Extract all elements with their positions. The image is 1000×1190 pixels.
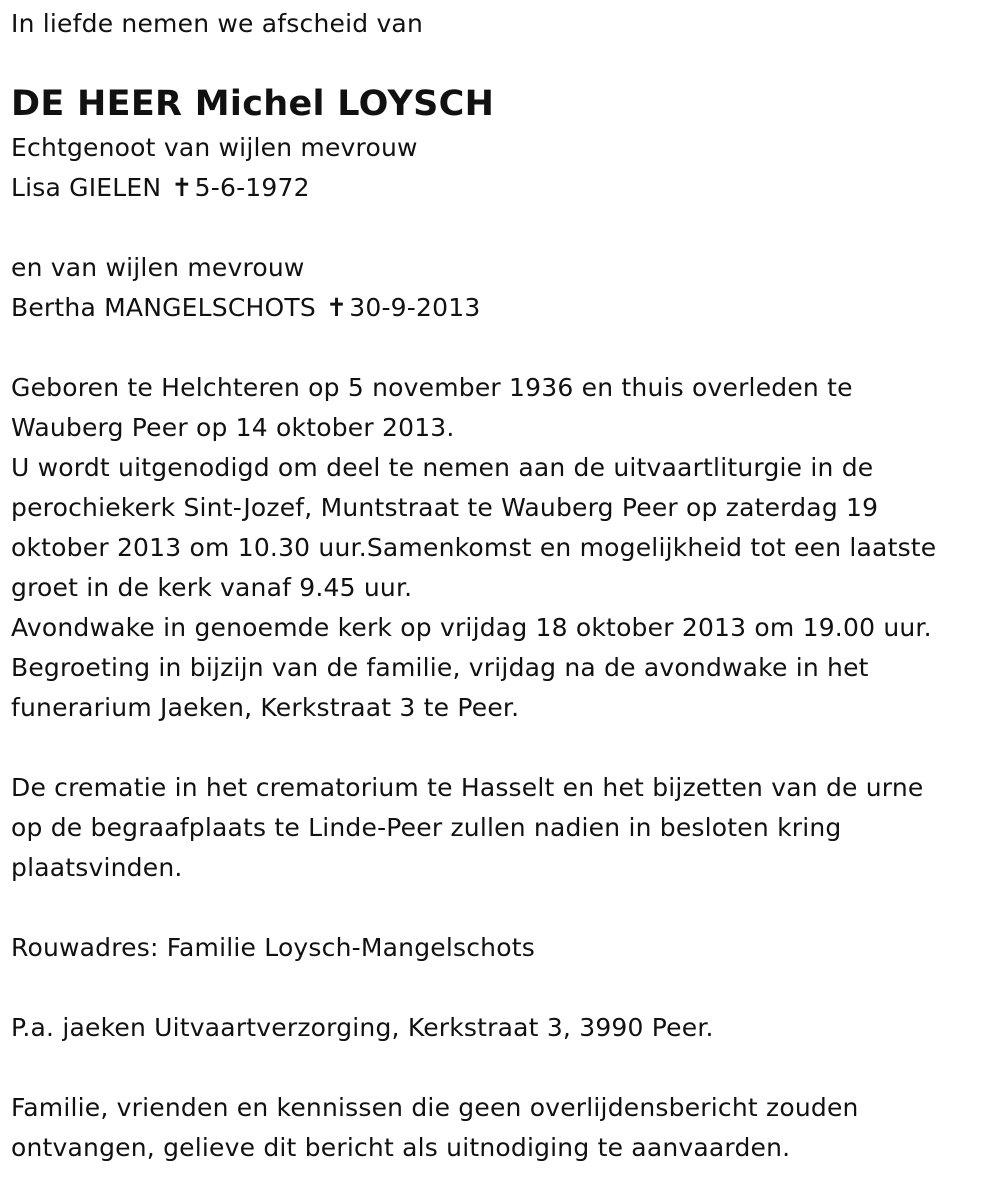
spacer: [11, 208, 986, 248]
cremation-line: plaatsvinden.: [11, 853, 183, 882]
cremation-paragraph: [11, 768, 986, 888]
details-line: oktober 2013 om 10.30 uur.Samenkomst en mogelijkheid tot een laatste: [11, 533, 937, 562]
death-notice: [11, 4, 986, 1168]
details-line: Avondwake in genoemde kerk op vrijdag 18 oktober 2013 om 19.00 uur.: [11, 613, 932, 642]
closing-paragraph: [11, 1088, 986, 1168]
details-line: perochiekerk Sint-Jozef, Muntstraat te Wauberg Peer op zaterdag 19: [11, 493, 879, 522]
spacer: [11, 728, 986, 768]
spouse1-date: 5-6-1972: [194, 173, 310, 202]
care-of-address: P.a. jaeken Uitvaartverzorging, Kerkstraat 3, 3990 Peer.: [11, 1013, 714, 1042]
cross-icon: ✝: [326, 293, 348, 322]
details-paragraph: [11, 368, 986, 728]
intro-text: In liefde nemen we afscheid van: [11, 9, 423, 38]
details-line: Begroeting in bijzijn van de familie, vrijdag na de avondwake in het: [11, 653, 869, 682]
spouse2-name: Bertha MANGELSCHOTS: [11, 293, 316, 322]
closing-line: ontvangen, gelieve dit bericht als uitnodiging te aanvaarden.: [11, 1133, 791, 1162]
cremation-line: De crematie in het crematorium te Hasselt en het bijzetten van de urne: [11, 773, 924, 802]
cremation-line: op de begraafplaats te Linde-Peer zullen nadien in besloten kring: [11, 813, 842, 842]
details-line: U wordt uitgenodigd om deel te nemen aan de uitvaartliturgie in de: [11, 453, 874, 482]
spouse2-line: [11, 288, 986, 328]
details-line: funerarium Jaeken, Kerkstraat 3 te Peer.: [11, 693, 520, 722]
spacer: [11, 968, 986, 1008]
details-line: Geboren te Helchteren op 5 november 1936 en thuis overleden te: [11, 373, 853, 402]
spouse2-date: 30-9-2013: [349, 293, 481, 322]
spouse2-relation: en van wijlen mevrouw: [11, 253, 305, 282]
spouse1-line: [11, 168, 986, 208]
spouse1-name: Lisa GIELEN: [11, 173, 162, 202]
spacer: [11, 328, 986, 368]
closing-line: Familie, vrienden en kennissen die geen overlijdensbericht zouden: [11, 1093, 859, 1122]
deceased-name: DE HEER Michel LOYSCH: [11, 84, 495, 124]
details-line: groet in de kerk vanaf 9.45 uur.: [11, 573, 413, 602]
mourning-address: Rouwadres: Familie Loysch-Mangelschots: [11, 933, 535, 962]
cross-icon: ✝: [171, 173, 193, 202]
spacer: [11, 1048, 986, 1088]
spouse1-relation: Echtgenoot van wijlen mevrouw: [11, 133, 418, 162]
spacer: [11, 888, 986, 928]
details-line: Wauberg Peer op 14 oktober 2013.: [11, 413, 455, 442]
